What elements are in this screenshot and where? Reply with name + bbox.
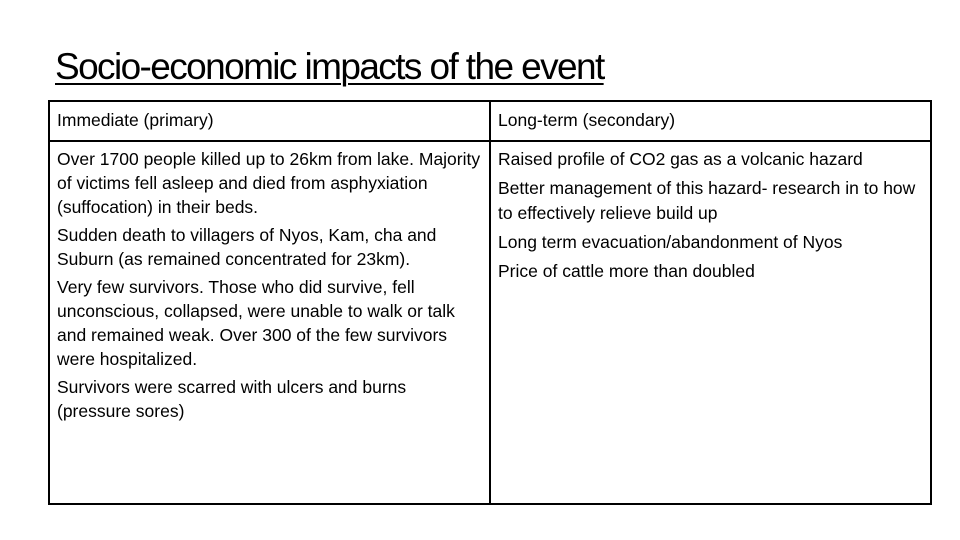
immediate-impact-1: Over 1700 people killed up to 26km from lake. Majority of victims fell asleep and died from asphyxiation (suffocation) in their beds.: [57, 149, 481, 217]
long-term-impact-4: Price of cattle more than doubled: [498, 261, 755, 281]
immediate-impact-2: Sudden death to villagers of Nyos, Kam, cha and Suburn (as remained concentrated for 23km).: [57, 225, 437, 269]
table-header-row: [49, 101, 931, 141]
long-term-impact-2: Better management of this hazard- research in to how to effectively relieve build up: [498, 178, 916, 223]
header-long-term: Long-term (secondary): [490, 101, 931, 141]
impacts-table: [48, 100, 932, 505]
slide-title: Socio-economic impacts of the event: [55, 46, 604, 87]
long-term-impact-3: Long term evacuation/abandonment of Nyos: [498, 232, 843, 252]
long-term-impact-1: Raised profile of CO2 gas as a volcanic hazard: [498, 149, 863, 169]
immediate-impacts-cell: [49, 141, 490, 504]
immediate-impact-3: Very few survivors. Those who did survive, fell unconscious, collapsed, were unable to walk or talk and remained weak. Over 300 of the few survivors were hospitalized.: [57, 277, 455, 369]
long-term-impacts-cell: [490, 141, 931, 504]
header-immediate: Immediate (primary): [49, 101, 490, 141]
table-row: [49, 141, 931, 504]
immediate-impact-4: Survivors were scarred with ulcers and burns (pressure sores): [57, 377, 407, 421]
